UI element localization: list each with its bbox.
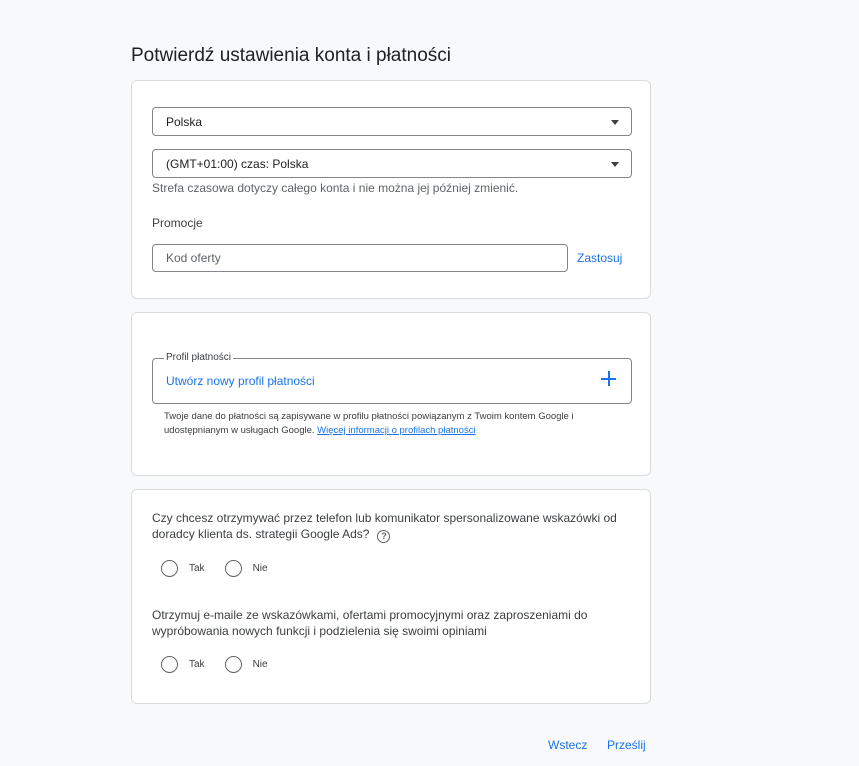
email-tips-question: Otrzymuj e-maile ze wskazówkami, ofertami promocyjnymi oraz zaproszeniami do wypróbowania nowych funkcji i podzielenia się swoimi opiniami bbox=[152, 608, 588, 638]
country-select[interactable] bbox=[152, 107, 632, 136]
create-billing-profile-link[interactable]: Utwórz nowy profil płatności bbox=[166, 374, 315, 388]
phone-tips-question-text: Czy chcesz otrzymywać przez telefon lub komunikator spersonalizowane wskazówki od doradcy klienta ds. strategii Google Ads? bbox=[152, 511, 617, 541]
billing-profile-field[interactable] bbox=[152, 352, 632, 404]
phone-tips-question bbox=[152, 510, 622, 543]
radio-circle-icon[interactable] bbox=[161, 560, 178, 577]
dropdown-arrow-icon bbox=[611, 162, 619, 167]
promo-code-input[interactable] bbox=[152, 244, 568, 272]
radio-label: Tak bbox=[189, 659, 205, 670]
radio-circle-icon[interactable] bbox=[225, 560, 242, 577]
promo-label: Promocje bbox=[152, 216, 203, 230]
country-value: Polska bbox=[166, 114, 203, 129]
back-button[interactable]: Wstecz bbox=[548, 738, 588, 752]
phone-tips-yes-radio[interactable] bbox=[161, 560, 205, 577]
radio-label: Nie bbox=[252, 563, 268, 574]
billing-card bbox=[131, 312, 651, 476]
preferences-card bbox=[131, 489, 651, 704]
billing-profile-legend: Profil płatności bbox=[166, 352, 232, 363]
email-tips-yes-radio[interactable] bbox=[161, 656, 205, 673]
dropdown-arrow-icon bbox=[611, 120, 619, 125]
radio-circle-icon[interactable] bbox=[225, 656, 242, 673]
timezone-value: (GMT+01:00) czas: Polska bbox=[166, 156, 309, 171]
phone-tips-no-radio[interactable] bbox=[225, 560, 268, 577]
page-title: Potwierdź ustawienia konta i płatności bbox=[131, 45, 452, 66]
email-tips-no-radio[interactable] bbox=[225, 656, 268, 673]
apply-promo-button[interactable]: Zastosuj bbox=[577, 251, 623, 265]
radio-label: Tak bbox=[189, 563, 205, 574]
help-icon[interactable]: ? bbox=[377, 530, 390, 543]
radio-circle-icon[interactable] bbox=[161, 656, 178, 673]
billing-note-text: Twoje dane do płatności są zapisywane w profilu płatności powiązanym z Twoim kontem Google i udostępnianym w usługach Google. bbox=[164, 411, 574, 436]
plus-icon[interactable] bbox=[601, 371, 616, 386]
phone-tips-radio-group bbox=[161, 560, 288, 577]
timezone-select[interactable] bbox=[152, 149, 632, 178]
radio-label: Nie bbox=[252, 659, 268, 670]
submit-button[interactable]: Prześlij bbox=[607, 738, 646, 752]
billing-info-link[interactable]: Więcej informacji o profilach płatności bbox=[317, 425, 476, 436]
billing-profile-note bbox=[164, 410, 624, 438]
email-tips-radio-group bbox=[161, 656, 288, 673]
timezone-note: Strefa czasowa dotyczy całego konta i nie można jej później zmienić. bbox=[152, 181, 519, 195]
account-settings-card bbox=[131, 80, 651, 299]
